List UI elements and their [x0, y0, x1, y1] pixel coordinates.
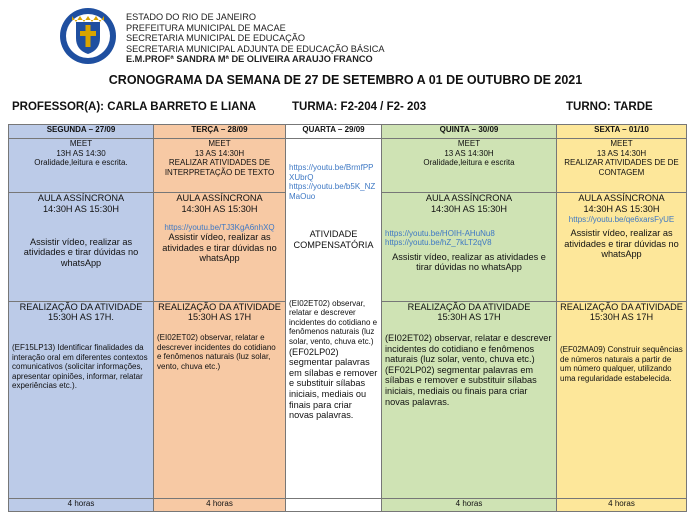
day-header-terca: TERÇA – 28/09 [154, 125, 286, 139]
aula-time: 14:30H AS 15:30H [583, 203, 660, 214]
meet-time: 13H AS 14:30 [56, 148, 106, 158]
hours-terca: 4 horas [154, 498, 286, 511]
meet-label: MEET [69, 139, 93, 149]
realizacao-time: 15:30H AS 17H [589, 312, 654, 323]
aula-label: AULA ASSÍNCRONA [578, 193, 665, 204]
day-header-quarta: QUARTA – 29/09 [286, 125, 382, 139]
municipal-crest-icon [58, 6, 118, 66]
meet-cell-terca [154, 139, 286, 193]
day-header-row [9, 125, 687, 139]
realizacao-cell-sexta [557, 301, 687, 498]
realizacao-cell-quinta [382, 301, 557, 498]
realizacao-label: REALIZAÇÃO DA ATIVIDADE [158, 301, 281, 312]
aula-instructions: Assistir vídeo, realizar as atividades e tirar dúvidas no whatsApp [23, 236, 139, 268]
video-link[interactable]: https://youtu.be/TJ3KgA6nhXQ [164, 222, 275, 232]
meet-topic: Oralidade,leitura e escrita [423, 158, 515, 168]
meet-time: 13 AS 14:30H [444, 148, 494, 158]
hours-row [9, 498, 687, 511]
schedule-table [8, 124, 687, 512]
day-header-quinta: QUINTA – 30/09 [382, 125, 557, 139]
hours-quarta [286, 498, 382, 511]
video-link[interactable]: https://youtu.be/HOIH-AHuNu8 [385, 228, 495, 238]
aula-instructions: Assistir vídeo, realizar as atividades e tirar dúvidas no whatsApp [564, 228, 679, 260]
school-name: E.M.PROFª SANDRA Mª DE OLIVEIRA ARAUJO FRANCO [126, 54, 373, 65]
meet-time: 13 AS 14:30H [194, 148, 245, 158]
meet-label: MEET [208, 139, 231, 149]
aula-cell-quinta [382, 193, 557, 302]
meet-time: 13 AS 14:30H [596, 148, 647, 158]
video-link[interactable]: https://youtu.be/b5K_NZMaOuo [289, 182, 376, 201]
hours-segunda: 4 horas [9, 498, 154, 511]
header-line: SECRETARIA MUNICIPAL ADJUNTA DE EDUCAÇÃO BÁSICA [126, 43, 385, 54]
meet-cell-sexta [557, 139, 687, 193]
activity-description: (EF02MA09) Construir sequências de números naturais a partir de um número qualquer, utilizando uma regularidade estabelecida. [560, 345, 683, 383]
meet-cell-segunda [9, 139, 154, 193]
header-line: ESTADO DO RIO DE JANEIRO [126, 12, 257, 22]
meet-topic: REALIZAR ATIVIDADES DE DE CONTAGEM [564, 158, 679, 177]
realizacao-label: REALIZAÇÃO DA ATIVIDADE [407, 301, 531, 312]
hours-sexta: 4 horas [557, 498, 687, 511]
meet-cell-quinta [382, 139, 557, 193]
professor-label: PROFESSOR(A): CARLA BARRETO E LIANA [12, 101, 257, 113]
quarta-cell [286, 139, 382, 499]
aula-instructions: Assistir vídeo, realizar as atividades e tirar dúvidas no whatsApp [392, 251, 546, 273]
turma-label: TURMA: F2-204 / F2- 203 [292, 101, 427, 113]
realizacao-time: 15:30H AS 17H. [48, 312, 114, 323]
aula-label: AULA ASSÍNCRONA [176, 193, 263, 204]
aula-cell-segunda [9, 193, 154, 302]
meet-label: MEET [610, 139, 633, 149]
aula-time: 14:30H AS 15:30H [181, 203, 258, 214]
header-line: SECRETARIA MUNICIPAL DE EDUCAÇÃO [126, 33, 306, 44]
aula-label: AULA ASSÍNCRONA [425, 193, 513, 204]
video-link[interactable]: https://youtu.be/hZ_7kLT2qV8 [385, 238, 492, 248]
meet-topic: REALIZAR ATIVIDADES DE INTERPRETAÇÃO DE TEXTO [164, 158, 275, 177]
aula-instructions: Assistir vídeo, realizar as atividades e tirar dúvidas no whatsApp [162, 232, 277, 264]
aula-cell-terca [154, 193, 286, 302]
video-link[interactable]: https://youtu.be/qe6xarsFyUE [568, 214, 675, 224]
activity-description: (EI02ET02) observar, relatar e descrever incidentes do cotidiano e fenômenos naturais (luz solar, vento, chuva etc.) [157, 333, 276, 371]
aula-time: 14:30H AS 15:30H [430, 203, 508, 214]
realizacao-time: 15:30H AS 17H [187, 312, 252, 323]
realizacao-label: REALIZAÇÃO DA ATIVIDADE [560, 301, 683, 312]
day-header-segunda: SEGUNDA – 27/09 [9, 125, 154, 139]
activity-description: (EF02LP02) segmentar palavras em sílabas e remover e substituir sílabas iniciais, mediais ou finais para criar novas palavras. [289, 346, 378, 421]
hours-quinta: 4 horas [382, 498, 557, 511]
meet-label: MEET [457, 139, 481, 149]
realizacao-time: 15:30H AS 17H [437, 312, 501, 323]
realizacao-cell-terca [154, 301, 286, 498]
aula-label: AULA ASSÍNCRONA [37, 193, 125, 204]
realizacao-cell-segunda [9, 301, 154, 498]
header-line: PREFEITURA MUNICIPAL DE MACAE [126, 22, 286, 33]
aula-time: 14:30H AS 15:30H [42, 203, 120, 214]
activity-description: (EI02ET02) observar, relatar e descrever incidentes do cotidiano e fenômenos naturais (luz solar, vento, chuva etc.) (EF02LP02) segmentar palavras em sílabas e remover e substituir sílabas iniciais, mediais ou finais para criar novas palavras. [385, 333, 552, 407]
video-link[interactable]: https://youtu.be/BrmfPPXUbrQ [289, 163, 374, 182]
compensatory-activity: ATIVIDADE COMPENSATÓRIA [293, 229, 374, 251]
activity-description: (EF15LP13) Identificar finalidades da interação oral em diferentes contextos comunicativos (solicitar informações, apresentar opiniões, informar, relatar experiências etc.). [12, 343, 148, 391]
page-title: CRONOGRAMA DA SEMANA DE 27 DE SETEMBRO A 01 DE OUTUBRO DE 2021 [108, 73, 583, 87]
institution-header [126, 12, 385, 65]
meet-row [9, 139, 687, 193]
day-header-sexta: SEXTA – 01/10 [557, 125, 687, 139]
aula-cell-sexta [557, 193, 687, 302]
meet-topic: Oralidade,leitura e escrita. [34, 158, 128, 168]
realizacao-label: REALIZAÇÃO DA ATIVIDADE [19, 301, 143, 312]
activity-description: (EI02ET02) observar, relatar e descrever incidentes do cotidiano e fenômenos naturais (luz solar, vento, chuva etc.) [289, 298, 378, 346]
turno-label: TURNO: TARDE [566, 101, 653, 113]
